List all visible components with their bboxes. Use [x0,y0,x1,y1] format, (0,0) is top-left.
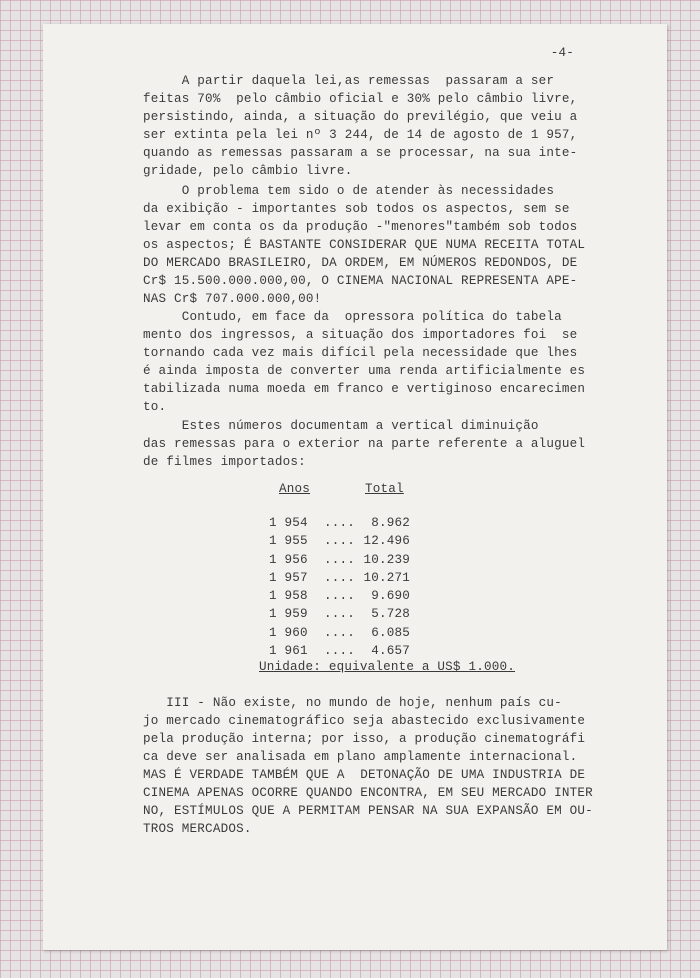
table-row [269,569,469,587]
text-line: persistindo, ainda, a situação do previlégio, que veiu a [143,110,578,124]
text-line: os aspectos; É BASTANTE CONSIDERAR QUE NUMA RECEITA TOTAL [143,238,586,252]
table-row [269,624,469,642]
text-line: NO, ESTÍMULOS QUE A PERMITAM PENSAR NA SUA EXPANSÃO EM OU- [143,804,593,818]
table-row [269,605,469,623]
paragraph-contudo [143,308,586,416]
text-line: DO MERCADO BRASILEIRO, DA ORDEM, EM NÚMEROS REDONDOS, DE [143,256,578,270]
unit-note: Unidade: equivalente a US$ 1.000. [259,660,515,674]
text-line: jo mercado cinematográfico seja abastecido exclusivamente [143,714,586,728]
text-line: A partir daquela lei,as remessas passaram a ser [143,74,555,88]
text-line: tabilizada numa moeda em franco e vertiginoso encarecimen [143,382,586,396]
table-row [269,514,469,532]
total-cell: 10.271 [363,570,410,585]
page-number: -4- [550,46,574,60]
total-cell: 4.657 [371,644,410,659]
total-cell: 6.085 [371,625,410,640]
text-line: da exibição - importantes sob todos os aspectos, sem se [143,202,570,216]
text-line: das remessas para o exterior na parte referente a aluguel [143,437,586,451]
year-cell: 1 958 [269,589,308,604]
text-line: Cr$ 15.500.000.000,00, O CINEMA NACIONAL REPRESENTA APE- [143,274,578,288]
text-line: III - Não existe, no mundo de hoje, nenhum país cu- [143,696,562,710]
text-line: to. [143,400,167,414]
text-line: ca deve ser analisada em plano amplamente internacional. [143,750,578,764]
text-line: pela produção interna; por isso, a produção cinematográfi [143,732,586,746]
leader-dots: .... [324,534,356,549]
typed-page [43,24,667,950]
text-line: NAS Cr$ 707.000.000,00! [143,292,322,306]
text-line: feitas 70% pelo câmbio oficial e 30% pelo câmbio livre, [143,92,578,106]
text-line: gridade, pelo câmbio livre. [143,164,353,178]
year-cell: 1 957 [269,570,308,585]
paragraph-remessas [143,72,578,180]
header-total: Total [365,482,404,496]
total-cell: 9.690 [371,589,410,604]
header-years: Anos [279,482,311,496]
text-line: CINEMA APENAS OCORRE QUANDO ENCONTRA, EM SEU MERCADO INTER [143,786,593,800]
text-line: quando as remessas passaram a se processar, na sua inte- [143,146,578,160]
text-line: mento dos ingressos, a situação dos importadores foi se [143,328,578,342]
text-line: ser extinta pela lei nº 3 244, de 14 de agosto de 1 957, [143,128,578,142]
text-line: Estes números documentam a vertical diminuição [143,419,539,433]
remittance-table [269,514,469,660]
year-cell: 1 959 [269,607,308,622]
leader-dots: .... [324,516,356,530]
total-cell: 12.496 [363,534,410,549]
year-cell: 1 960 [269,625,308,640]
paragraph-iii [143,694,593,838]
year-cell: 1 954 [269,516,308,530]
total-cell: 8.962 [371,516,410,530]
text-line: tornando cada vez mais difícil pela necessidade que lhes [143,346,578,360]
leader-dots: .... [324,644,356,659]
text-line: O problema tem sido o de atender às necessidades [143,184,555,198]
text-line: MAS É VERDADE TAMBÉM QUE A DETONAÇÃO DE UMA INDUSTRIA DE [143,768,586,782]
text-line: TROS MERCADOS. [143,822,252,836]
year-cell: 1 955 [269,534,308,549]
table-row [269,532,469,550]
table-row [269,587,469,605]
text-line: é ainda imposta de converter uma renda artificialmente es [143,364,586,378]
text-line: de filmes importados: [143,455,306,469]
text-line: Contudo, em face da opressora política do tabela [143,310,562,324]
leader-dots: .... [324,589,356,604]
year-cell: 1 956 [269,552,308,567]
paragraph-problema [143,182,586,308]
total-cell: 5.728 [371,607,410,622]
table-row [269,551,469,569]
leader-dots: .... [324,625,356,640]
text-line: levar em conta os da produção -"menores"também sob todos [143,220,578,234]
leader-dots: .... [324,552,356,567]
leader-dots: .... [324,570,356,585]
paragraph-numeros [143,417,586,471]
total-cell: 10.239 [363,552,410,567]
year-cell: 1 961 [269,644,308,659]
table-row [269,642,469,660]
leader-dots: .... [324,607,356,622]
